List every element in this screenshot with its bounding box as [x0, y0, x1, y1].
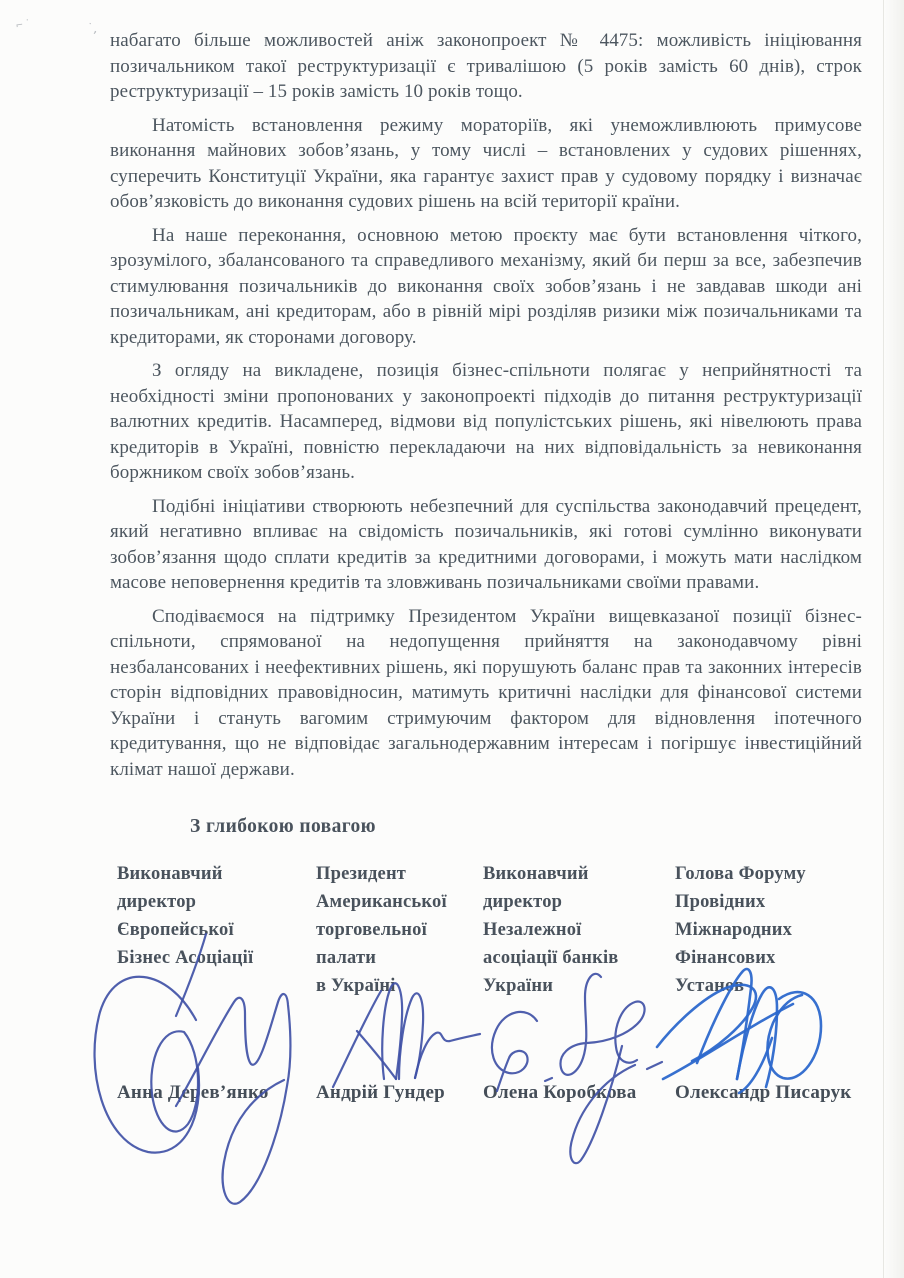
body-paragraph: Натомість встановлення режиму мораторіїв, які унеможливлюють примусове виконання майнових зобов’язань, у тому числі – встановлених у судових рішеннях, суперечить Конституції України, яка гарантує захист прав у судовому порядку і визначає обов’язковість до виконання судових рішень на всій території країни.: [110, 114, 862, 212]
closing-salutation: З глибокою повагою: [190, 816, 376, 837]
body-paragraph: набагато більше можливостей аніж законопроект № 4475: можливість ініціювання позичальником такої реструктуризації є тривалішою (5 років замість 60 днів), строк реструктуризації – 15 років замість 10 років тощо.: [110, 30, 862, 102]
signatory-titles-row: [110, 860, 870, 1000]
signatory-name-derevianko: Анна Дерев’янко: [117, 1082, 269, 1103]
signatory-name-korobkova: Олена Коробкова: [483, 1082, 637, 1103]
body-paragraph: На наше переконання, основною метою проєкту має бути встановлення чіткого, зрозумілого, збалансованого та справедливого механізму, який би перш за все, забезпечив стимулювання позичальників до виконання своїх зобов’язань і не завдавав шкоди ані позичальникам, ані кредиторам, або в рівній мірі розділяв ризики між позичальниками та кредиторами, як сторонами договору.: [110, 224, 862, 348]
body-paragraph: Сподіваємося на підтримку Президентом України вищевказаної позиції бізнес-спільноти, спрямованої на недопущення прийняття на законодавчому рівні незбалансованих і неефективних рішень, які порушують баланс прав та законних інтересів сторін відповідних правовідносин, матимуть критичні наслідки для фінансової системи України і стануть вагомим стримуючим фактором для відновлення іпотечного кредитування, що не відповідає загальнодержавним інтересам і погіршує інвестиційний клімат нашої держави.: [110, 605, 862, 780]
letter-body: [110, 28, 862, 790]
signature-olena-korobkova-ink: [492, 974, 662, 1163]
signatories-block: [110, 860, 870, 1103]
scan-artifact: ⌐˙: [15, 16, 35, 33]
signatory-names-row: [110, 1082, 877, 1104]
signatory-name-pysaruk: Олександр Писарук: [675, 1082, 852, 1103]
signatory-title-eba: Виконавчий директор Європейської Бізнес Асоціації: [117, 864, 254, 968]
scan-edge-shadow: [883, 0, 904, 1278]
signatory-name-hunder: Андрій Гундер: [316, 1082, 445, 1103]
body-paragraph: З огляду на викладене, позиція бізнес-спільноти полягає у неприйнятності та необхідності зміни пропонованих у законопроекті підходів до питання реструктуризації валютних кредитів. Насамперед, відмови від популістських рішень, які нівелюють права кредиторів в Україні, повністю перекладаючи на них відповідальність за невиконання боржником своїх зобов’язань.: [110, 360, 862, 483]
signatory-title-nabu: Виконавчий директор Незалежної асоціації банків України: [483, 864, 619, 996]
scan-artifact: ˙,: [84, 20, 101, 37]
body-paragraph: Подібні ініціативи створюють небезпечний для суспільства законодавчий прецедент, який негативно впливає на свідомість позичальників, які готові сумлінно виконувати зобов’язання щодо сплати кредитів за кредитними договорами, і можуть мати наслідком масове неповернення кредитів та зловживань позичальниками своїми правами.: [110, 495, 862, 593]
signatory-title-forum: Голова Форуму Провідних Міжнародних Фінансових Установ: [675, 864, 806, 996]
signatory-title-amcham: Президент Американської торговельної палати в Україні: [316, 864, 447, 996]
